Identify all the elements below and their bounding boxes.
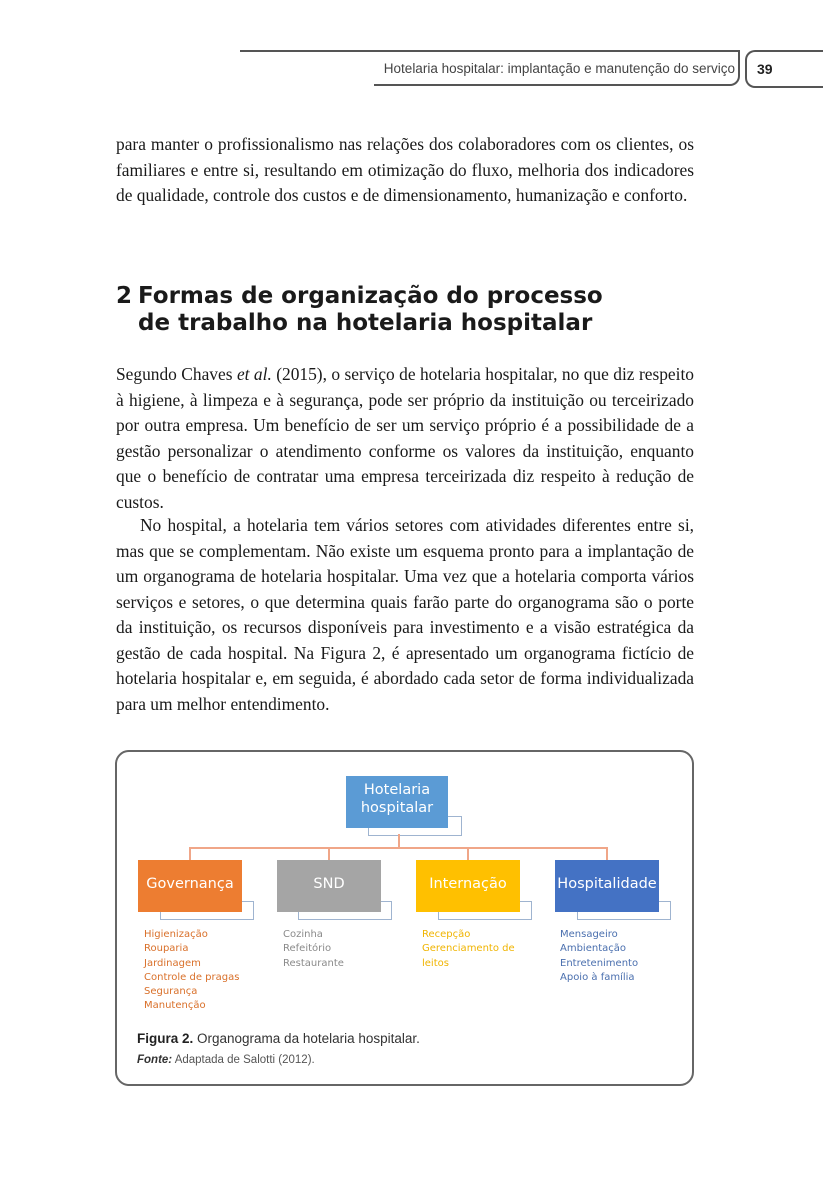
source-text: Adaptada de Salotti (2012).: [172, 1054, 315, 1066]
org-dept-snd: [277, 860, 381, 912]
list-item: Entretenimento: [560, 957, 639, 969]
figure-source: [137, 1054, 315, 1066]
snd-items: [283, 928, 344, 971]
list-item: Manutenção: [144, 1000, 206, 1012]
org-dept-hospitalidade: [555, 860, 659, 912]
dept-label: SND: [313, 876, 345, 892]
section-title-line-1: Formas de organização do processo: [138, 283, 603, 309]
list-item: Restaurante: [283, 957, 344, 969]
caption-label: Figura 2.: [137, 1031, 194, 1046]
org-dept-internacao: [416, 860, 520, 912]
figure-caption: [137, 1031, 420, 1046]
connector-internacao: [467, 847, 469, 860]
list-item: Gerenciamento de: [422, 943, 515, 955]
internacao-items: [422, 928, 515, 971]
source-label: Fonte:: [137, 1054, 173, 1066]
org-root-line-2: hospitalar: [360, 800, 434, 816]
dept-label: Hospitalidade: [557, 876, 657, 892]
governanca-items: [144, 928, 239, 1014]
list-item: Apoio à família: [560, 971, 635, 983]
list-item: Mensageiro: [560, 929, 618, 940]
connector-hospitalidade: [606, 847, 608, 860]
dept-label: Governança: [146, 876, 234, 892]
citation-etal: et al.: [236, 364, 272, 384]
section-number: 2: [116, 283, 133, 309]
paragraph-chaves-rest: (2015), o serviço de hotelaria hospitalar, no que diz respeito à higiene, à limpeza e à segurança, pode ser próprio da instituição ou terceirizado por outra empresa. Um benefício de ser um serviço próprio é a possibilidade de a gestão personalizar o atendimento conforme os valores da instituição, enquanto que o benefício de contratar uma empresa terceirizada diz respeito à redução de custos.: [116, 364, 695, 512]
paragraph-chaves-start: Segundo Chaves: [116, 364, 237, 384]
org-root-hotelaria-hospitalar: [346, 776, 448, 828]
hospitalidade-items: [560, 928, 638, 985]
section-heading: [116, 283, 676, 337]
paragraph-intro: para manter o profissionalismo nas relações dos colaboradores com os clientes, os familiares e entre si, resultando em otimização do fluxo, melhoria dos indicadores de qualidade, controle dos custos e de dimensionamento, humanização e conforto.: [116, 134, 694, 205]
caption-text: Organograma da hotelaria hospitalar.: [193, 1031, 420, 1046]
connector-snd: [328, 847, 330, 860]
connector-horizontal: [189, 847, 607, 849]
connector-governanca: [189, 847, 191, 860]
list-item: Jardinagem: [144, 957, 201, 969]
list-item: Higienização: [144, 929, 208, 940]
list-item: Refeitório: [283, 943, 332, 955]
list-item: Cozinha: [283, 929, 323, 940]
dept-label: Internação: [429, 876, 507, 892]
list-item: Segurança: [144, 986, 198, 998]
org-root-line-1: Hotelaria: [363, 782, 431, 798]
list-item: Controle de pragas: [144, 971, 240, 983]
section-title-line-2: de trabalho na hotelaria hospitalar: [138, 310, 593, 336]
paragraph-organograma: No hospital, a hotelaria tem vários setores com atividades diferentes entre si, mas que se complementam. Não existe um esquema pronto para a implantação de um organograma de hotelaria hospitalar. Uma vez que a hotelaria comporta vários serviços e setores, o que determina quais farão parte do organograma são o porte da instituição, os recursos disponíveis para investimento e a visão estratégica da gestão de cada hospital. Na Figura 2, é apresentado um organograma fictício de hotelaria hospitalar e, em seguida, é abordado cada setor de forma individualizada para um melhor entendimento.: [116, 515, 694, 714]
org-dept-governanca: [138, 860, 242, 912]
list-item: Recepção: [422, 929, 471, 940]
running-title: Hotelaria hospitalar: implantação e manutenção do serviço: [383, 61, 735, 76]
paragraph-chaves: [116, 362, 694, 515]
connector-root-stem: [398, 834, 400, 848]
list-item: Rouparia: [144, 943, 189, 955]
list-item: Ambientação: [560, 943, 626, 955]
page-number: 39: [757, 61, 773, 77]
list-item: leitos: [422, 957, 449, 969]
